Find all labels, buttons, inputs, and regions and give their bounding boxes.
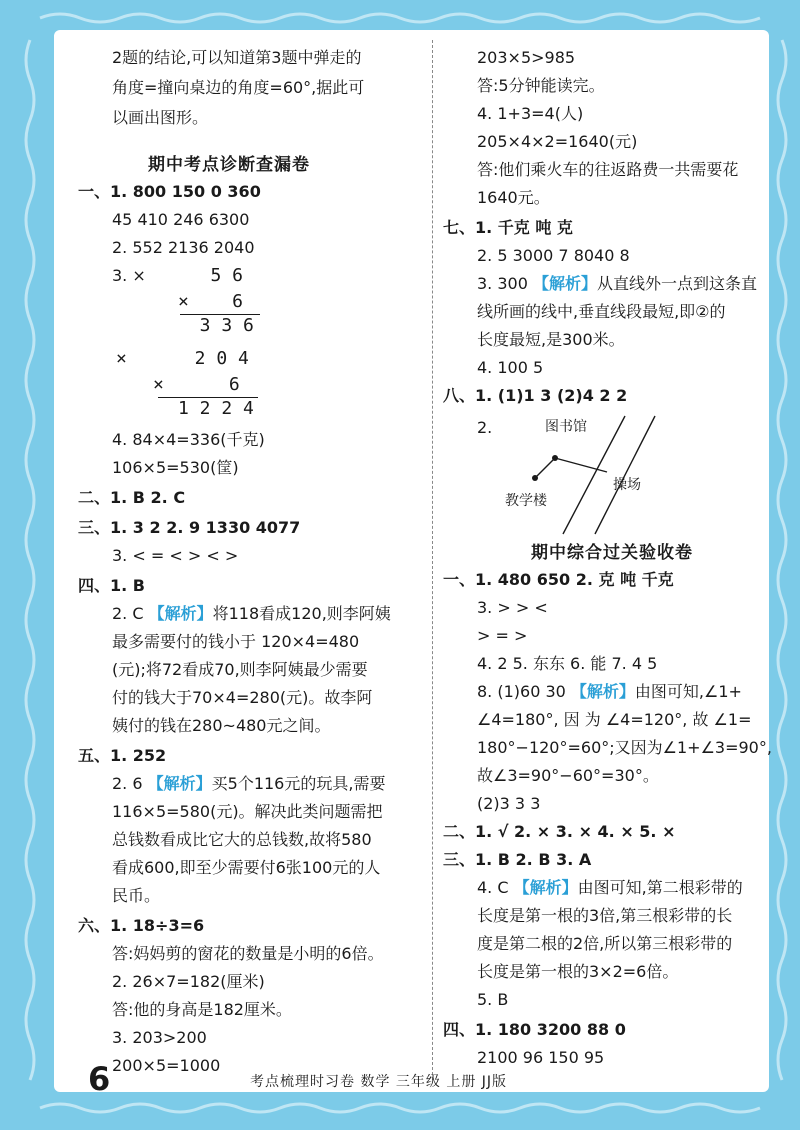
answer-line: 四、1. 180 3200 88 0 xyxy=(443,1020,626,1039)
answer-line: 3. < = < > < > xyxy=(112,546,239,565)
school-point xyxy=(532,475,538,481)
answer-line: 付的钱大于70×4=280(元)。故李阿 xyxy=(112,688,373,707)
answer-line: 七、1. 千克 吨 克 xyxy=(443,218,573,237)
answer-line: 三、1. B 2. B 3. A xyxy=(443,850,592,869)
answer-line: 答:妈妈剪的窗花的数量是小明的6倍。 xyxy=(112,944,384,963)
answer-line: 八、1. (1)1 3 (2)4 2 2 xyxy=(443,386,628,405)
analysis-tag: 【解析】 xyxy=(148,604,213,623)
column-divider xyxy=(432,40,433,1080)
answer-line: 民币。 xyxy=(112,886,161,905)
answer-line: 度是第二根的2倍,所以第三根彩带的 xyxy=(477,934,733,953)
answer-line: 三、1. 3 2 2. 9 1330 4077 xyxy=(78,518,301,537)
answer-line: 最多需要付的钱小于 120×4=480 xyxy=(112,632,360,651)
answer-line: 总钱数看成比它大的总钱数,故将580 xyxy=(112,830,372,849)
answer-line: (元);将72看成70,则李阿姨最少需要 xyxy=(112,660,368,679)
library-label: 图书馆 xyxy=(545,419,587,435)
answer-line: 116×5=580(元)。解决此类问题需把 xyxy=(112,802,383,821)
analysis-tag: 【解析】 xyxy=(513,878,578,897)
answer-line: (2)3 3 3 xyxy=(477,794,541,813)
vertical-mult-row: 5 6 xyxy=(178,265,244,286)
answer-line: 故∠3=90°−60°=30°。 xyxy=(477,766,659,785)
intro-line: 角度=撞向桌边的角度=60°,据此可 xyxy=(112,78,365,97)
answer-line: 45 410 246 6300 xyxy=(112,210,250,229)
answer-line: 答:5分钟能读完。 xyxy=(477,76,605,95)
answer-page xyxy=(54,30,772,1092)
library-point xyxy=(552,455,558,461)
answer-line: 4. C 【解析】由图可知,第二根彩带的 xyxy=(477,878,743,897)
answer-line: 五、1. 252 xyxy=(78,746,167,765)
answer-line: 2100 96 150 95 xyxy=(477,1048,605,1067)
answer-line: ∠4=180°, 因 为 ∠4=120°, 故 ∠1= xyxy=(477,710,752,729)
page-footer: 考点梳理时习卷 数学 三年级 上册 JJ版 xyxy=(250,1074,508,1090)
answer-line: 3. > > < xyxy=(477,598,548,617)
page-number: 6 xyxy=(88,1060,111,1098)
answer-line: 200×5=1000 xyxy=(112,1056,221,1075)
intro-line: 以画出图形。 xyxy=(112,108,209,127)
answer-line: 长度最短,是300米。 xyxy=(477,330,625,349)
analysis-tag: 【解析】 xyxy=(570,682,635,701)
vertical-mult-row: × 6 xyxy=(153,374,240,395)
vertical-mult-row: 3 3 6 xyxy=(178,315,254,336)
answer-line: 一、1. 800 150 0 360 xyxy=(78,182,261,201)
answer-line: 长度是第一根的3×2=6倍。 xyxy=(477,962,679,981)
answer-line: 203×5>985 xyxy=(477,48,576,67)
answer-line: 5. B xyxy=(477,990,509,1009)
answer-line: > = > xyxy=(477,626,528,645)
answer-line: 2. 5 3000 7 8040 8 xyxy=(477,246,630,265)
answer-line: 2. 552 2136 2040 xyxy=(112,238,255,257)
answer-line: 2. xyxy=(477,418,493,437)
section-title: 期中综合过关验收卷 xyxy=(531,543,693,563)
answer-line: 3. 300 【解析】从直线外一点到这条直 xyxy=(477,274,758,293)
answer-line: 205×4×2=1640(元) xyxy=(477,132,638,151)
answer-line: 4. 100 5 xyxy=(477,358,544,377)
playground-label: 操场 xyxy=(613,477,641,493)
answer-line: 2. 6 【解析】买5个116元的玩具,需要 xyxy=(112,774,386,793)
intro-line: 2题的结论,可以知道第3题中弹走的 xyxy=(112,48,362,67)
answer-line: 3. × xyxy=(112,266,146,285)
vertical-mult-row: 1 2 2 4 xyxy=(178,398,254,419)
analysis-tag: 【解析】 xyxy=(147,774,212,793)
answer-line: 3. 203>200 xyxy=(112,1028,207,1047)
answer-line: 六、1. 18÷3=6 xyxy=(78,916,205,935)
answer-line: 4. 2 5. 东东 6. 能 7. 4 5 xyxy=(477,654,658,673)
answer-line: 4. 1+3=4(人) xyxy=(477,104,584,123)
analysis-tag: 【解析】 xyxy=(532,274,597,293)
answer-line: 看成600,即至少需要付6张100元的人 xyxy=(112,858,381,877)
times-sign: × xyxy=(116,348,127,369)
answer-line: 线所画的线中,垂直线段最短,即②的 xyxy=(477,302,726,321)
section-title: 期中考点诊断查漏卷 xyxy=(148,155,310,175)
vertical-mult-row: 2 0 4 xyxy=(173,348,249,369)
path-diagram xyxy=(503,408,703,538)
answer-line: 2. 26×7=182(厘米) xyxy=(112,972,265,991)
school-label: 教学楼 xyxy=(505,493,547,509)
vertical-mult-row: × 6 xyxy=(178,291,244,312)
answer-line: 8. (1)60 30 【解析】由图可知,∠1+ xyxy=(477,682,742,701)
answer-line: 二、1. √ 2. × 3. × 4. × 5. × xyxy=(443,822,676,841)
answer-line: 二、1. B 2. C xyxy=(78,488,186,507)
answer-line: 180°−120°=60°;又因为∠1+∠3=90°, xyxy=(477,738,772,757)
answer-line: 四、1. B xyxy=(78,576,145,595)
answer-line: 长度是第一根的3倍,第三根彩带的长 xyxy=(477,906,733,925)
answer-line: 2. C 【解析】将118看成120,则李阿姨 xyxy=(112,604,391,623)
answer-line: 答:他们乘火车的往返路费一共需要花 xyxy=(477,160,739,179)
path-segment xyxy=(535,458,555,478)
answer-line: 一、1. 480 650 2. 克 吨 千克 xyxy=(443,570,674,589)
answer-line: 4. 84×4=336(千克) xyxy=(112,430,265,449)
answer-line: 106×5=530(筐) xyxy=(112,458,239,477)
answer-line: 姨付的钱在280~480元之间。 xyxy=(112,716,331,735)
answer-line: 答:他的身高是182厘米。 xyxy=(112,1000,292,1019)
answer-line: 1640元。 xyxy=(477,188,550,207)
